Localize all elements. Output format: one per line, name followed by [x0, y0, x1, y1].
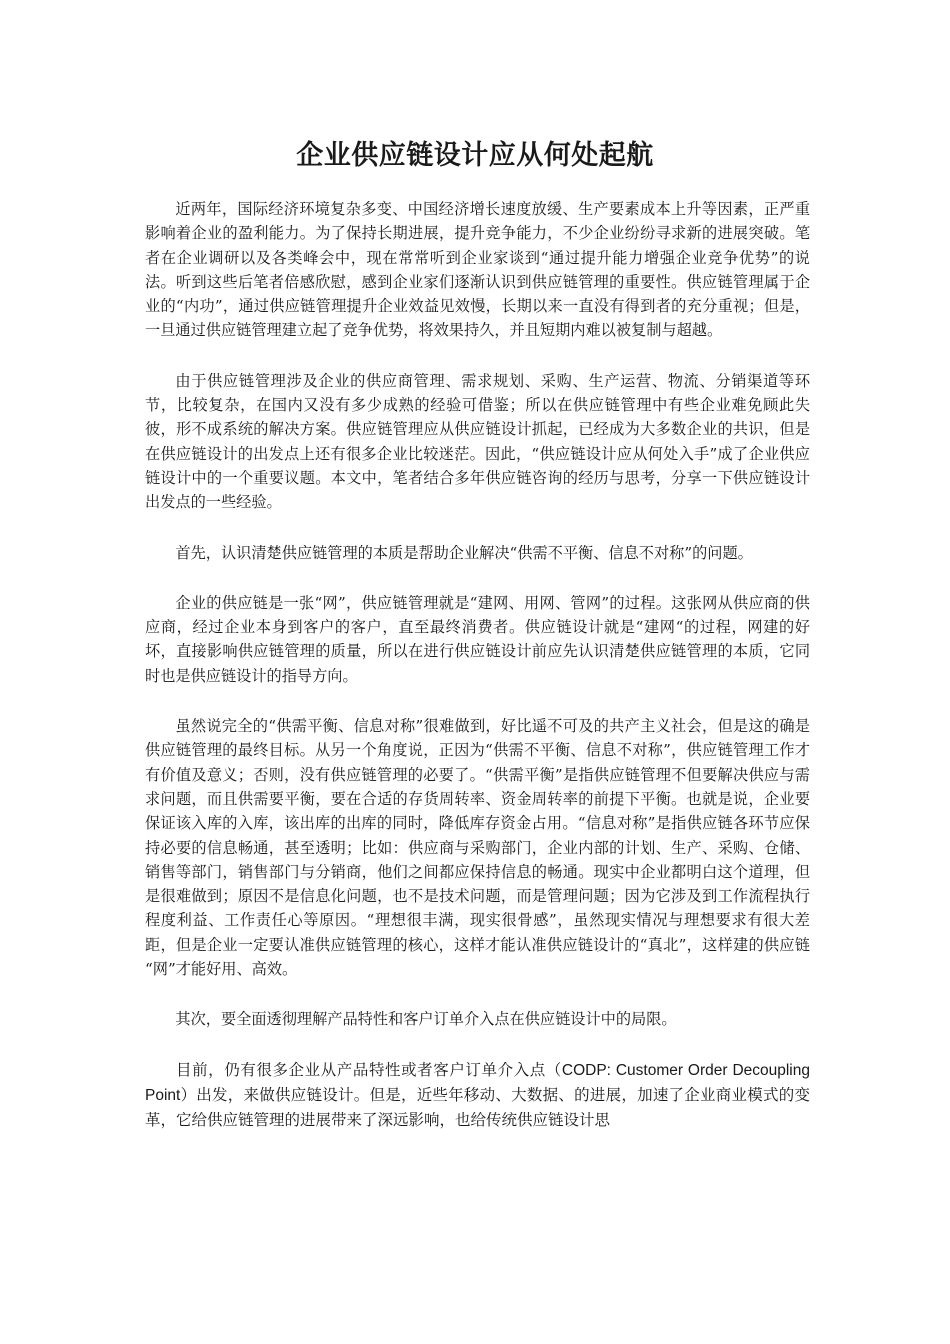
- paragraph-codp: 目前，仍有很多企业从产品特性或者客户订单介入点（CODP: Customer Order Decoupling Point）出发，来做供应链设计。但是，近些年移动、大数据、的进展，加速了企业商业模式的变革，它给供应链管理的进展带来了深远影响，也给传统供应链设计思: [145, 1061, 810, 1129]
- paragraph-intro: 近两年，国际经济环境复杂多变、中国经济增长速度放缓、生产要素成本上升等因素，正严重影响着企业的盈利能力。为了保持长期进展，提升竞争能力，不少企业纷纷寻求新的进展突破。笔者在企业调研以及各类峰会中，现在常常听到企业家谈到“通过提升能力增强企业竞争优势”的说法。听到这些后笔者倍感欣慰，感到企业家们逐渐认识到供应链管理的重要性。供应链管理属于企业的“内功”，通过供应链管理提升企业效益见效慢，长期以来一直没有得到者的充分重视；但是，一旦通过供应链管理建立起了竞争优势，将效果持久，并且短期内难以被复制与超越。: [145, 200, 810, 340]
- paragraph-first-point: 首先，认识清楚供应链管理的本质是帮助企业解决“供需不平衡、信息不对称”的问题。: [175, 543, 753, 562]
- paragraph-background: 由于供应链管理涉及企业的供应商管理、需求规划、采购、生产运营、物流、分销渠道等环节，比较复杂，在国内又没有多少成熟的经验可借鉴；所以在供应链管理中有些企业难免顾此失彼，形不成系统的解决方案。供应链管理应从供应链设计抓起，已经成为大多数企业的共识，但是在供应链设计的出发点上还有很多企业比较迷茫。因此，“供应链设计应从何处入手”成了企业供应链设计中的一个重要议题。本文中，笔者结合多年供应链咨询的经历与思考，分享一下供应链设计出发点的一些经验。: [145, 371, 810, 512]
- paragraph-network: 企业的供应链是一张“网”，供应链管理就是“建网、用网、管网”的过程。这张网从供应商的供应商，经过企业本身到客户的客户，直至最终消费者。供应链设计就是“建网“的过程，网建的好坏，直接影响供应链管理的质量，所以在进行供应链设计前应先认识清楚供应链管理的本质，它同时也是供应链设计的指导方向。: [145, 593, 810, 685]
- document-body: [145, 197, 810, 1159]
- paragraph-balance: 虽然说完全的“供需平衡、信息对称”很难做到，好比遥不可及的共产主义社会，但是这的确是供应链管理的最终目标。从另一个角度说，正因为“供需不平衡、信息不对称”，供应链管理工作才有价值及意义；否则，没有供应链管理的必要了。“供需平衡”是指供应链管理不但要解决供应与需求问题，而且供需要平衡，要在合适的存货周转率、资金周转率的前提下平衡。也就是说，企业要保证该入库的入库，该出库的出库的同时，降低库存资金占用。“信息对称”是指供应链各环节应保持必要的信息畅通，甚至透明；比如：供应商与采购部门，企业内部的计划、生产、采购、仓储、销售等部门，销售部门与分销商，他们之间都应保持信息的畅通。现实中企业都明白这个道理，但是很难做到；原因不是信息化问题，也不是技术问题，而是管理问题；因为它涉及到工作流程执行程度利益、工作责任心等原因。“理想很丰满，现实很骨感”，虽然现实情况与理想要求有很大差距，但是企业一定要认准供应链管理的核心，这样才能认准供应链设计的“真北”，这样建的供应链 “网”才能好用、高效。: [145, 717, 810, 979]
- document-title: 企业供应链设计应从何处起航: [296, 140, 654, 171]
- paragraph-second-point: 其次，要全面透彻理解产品特性和客户订单介入点在供应链设计中的局限。: [175, 1010, 677, 1029]
